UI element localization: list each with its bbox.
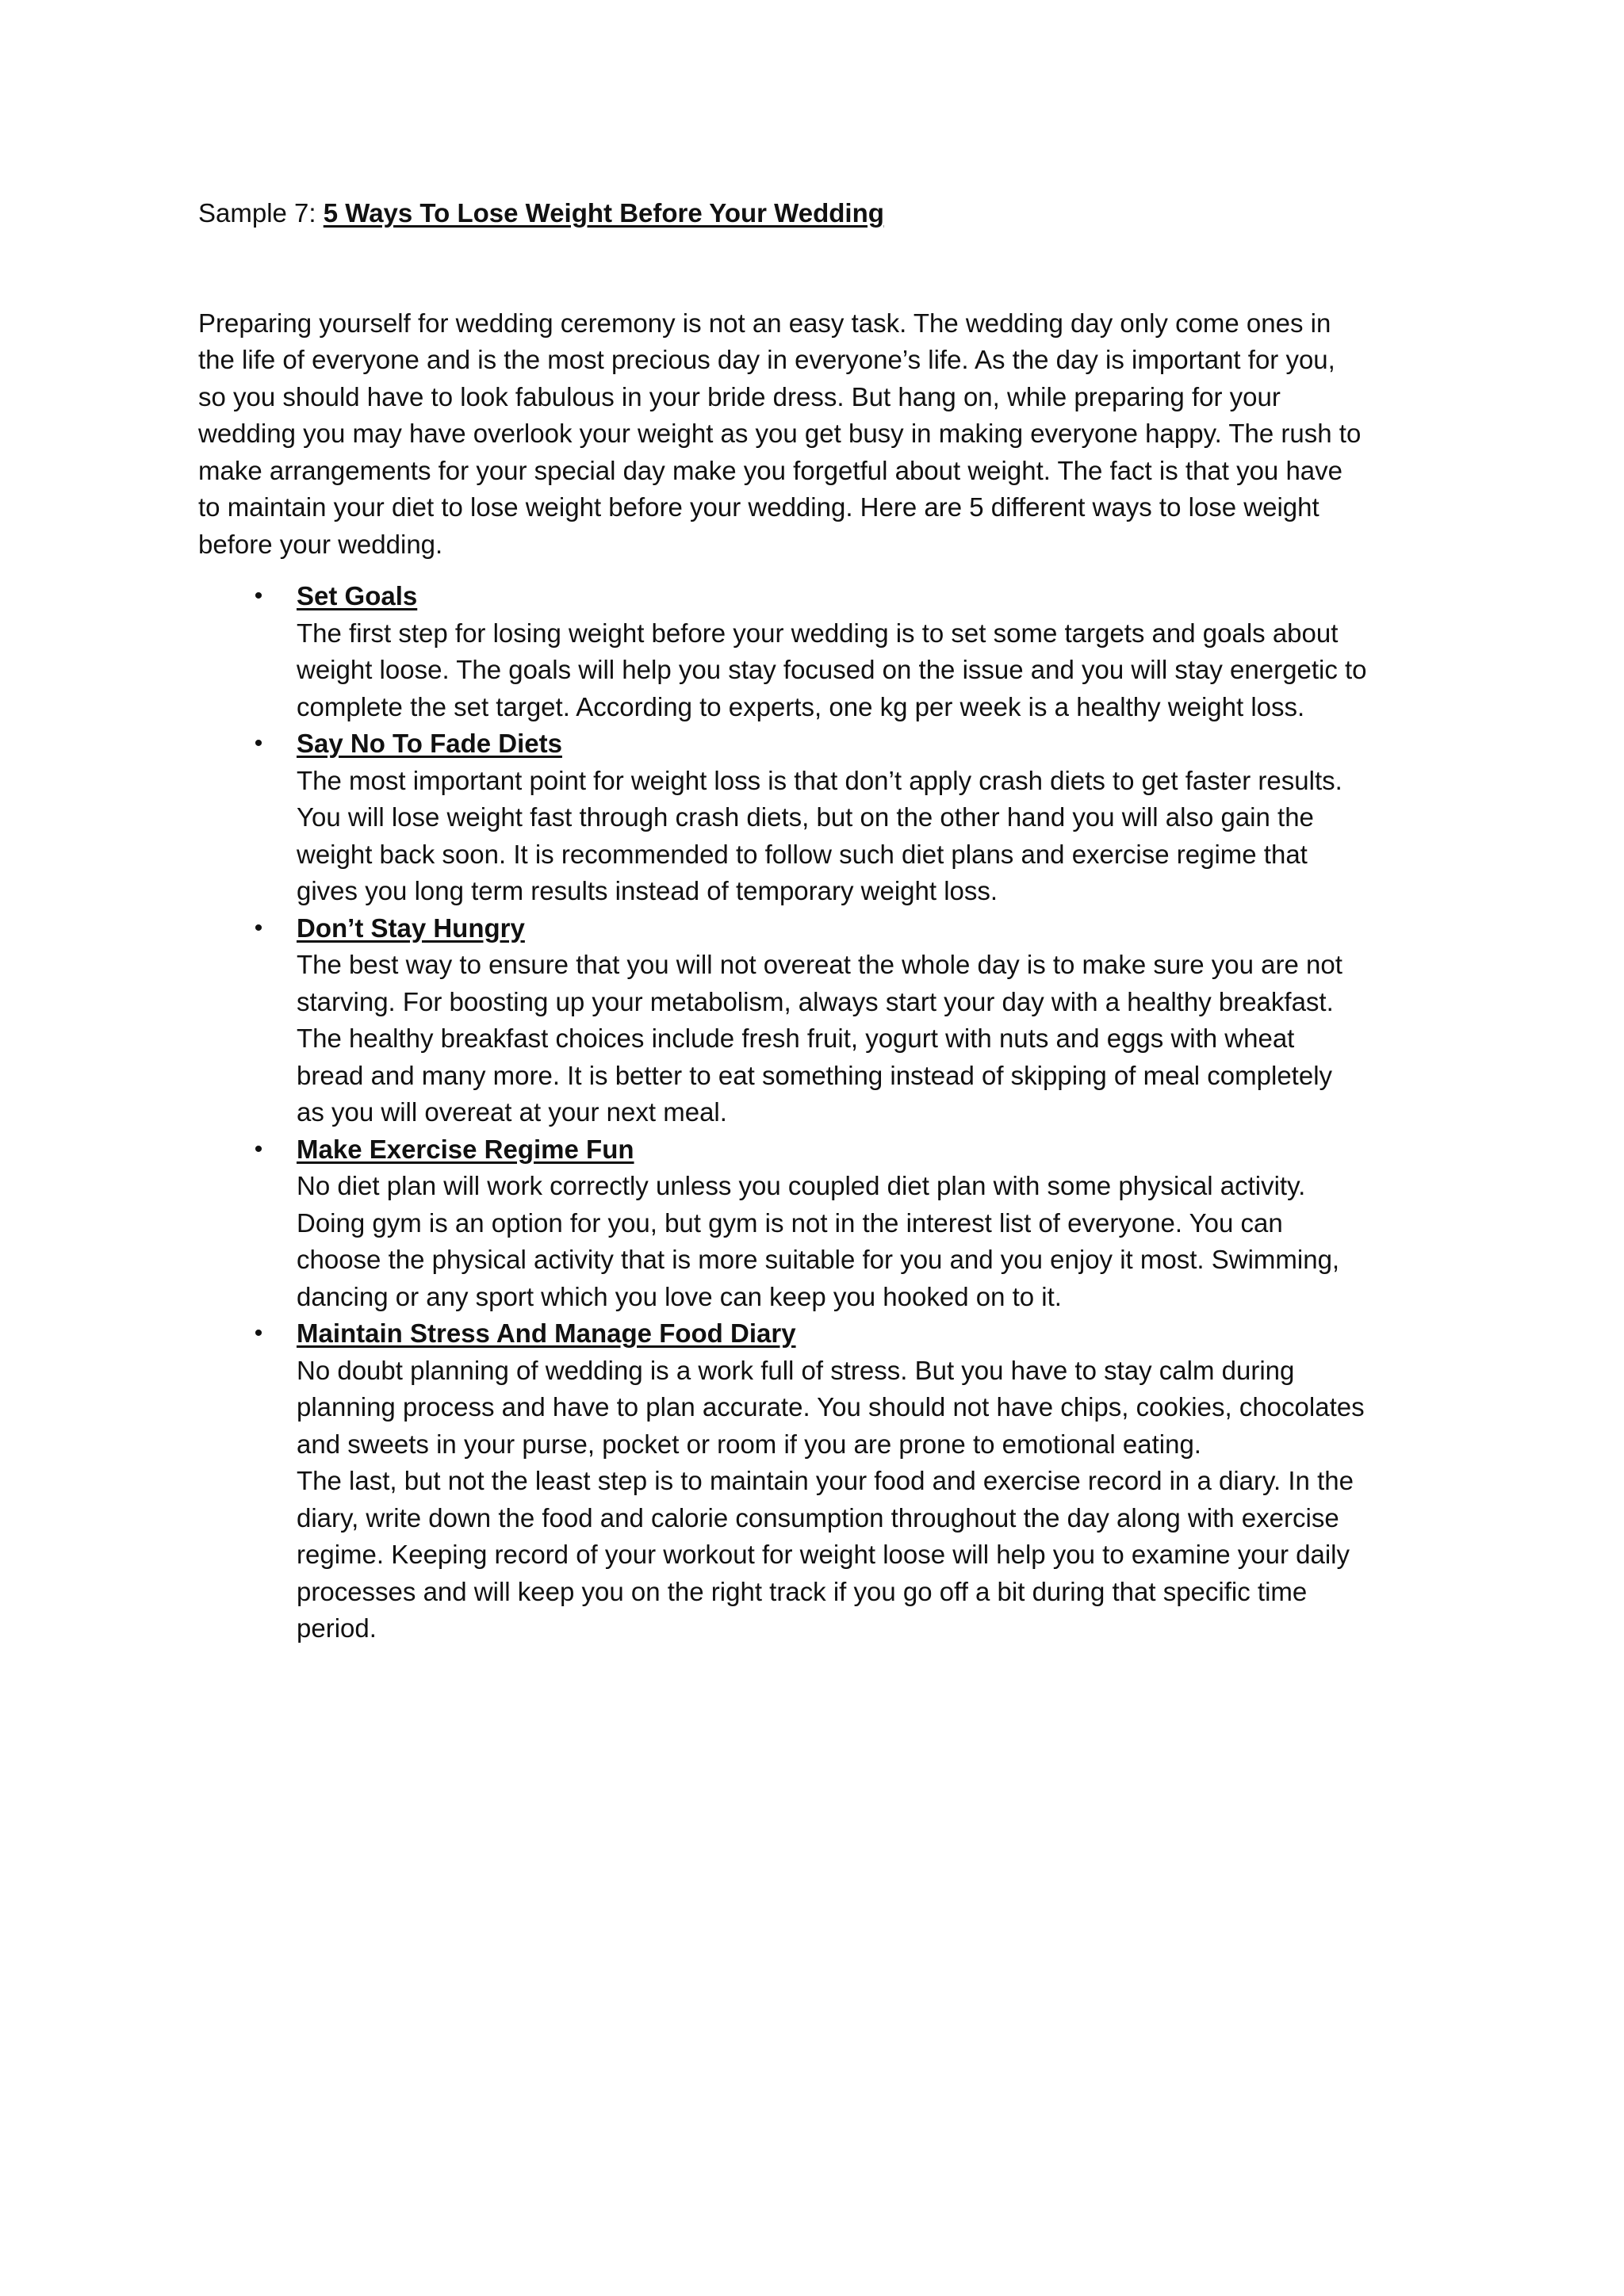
item-line: choose the physical activity that is more suitable for you and you enjoy it most. Swimming, <box>297 1245 1340 1274</box>
intro-line: to maintain your diet to lose weight before your wedding. Here are 5 different ways to lose weight <box>198 492 1320 522</box>
bullet-icon: • <box>254 583 263 609</box>
item-heading: Maintain Stress And Manage Food Diary <box>297 1318 796 1348</box>
bullet-icon: • <box>254 730 263 756</box>
item-heading: Say No To Fade Diets <box>297 729 562 758</box>
list-item-fade-diets <box>198 725 1435 910</box>
item-line: planning process and have to plan accurate. You should not have chips, cookies, chocolates <box>297 1392 1365 1422</box>
item-line: The most important point for weight loss is that don’t apply crash diets to get faster results. <box>297 765 1342 795</box>
bullet-icon: • <box>254 1320 263 1346</box>
intro-line: wedding you may have overlook your weight as you get busy in making everyone happy. The rush to <box>198 419 1362 448</box>
intro-line: Preparing yourself for wedding ceremony is not an easy task. The wedding day only come ones in <box>198 308 1331 338</box>
list-item-exercise-regime <box>198 1131 1435 1316</box>
item-line: starving. For boosting up your metabolism, always start your day with a healthy breakfast. <box>297 986 1334 1016</box>
item-line: dancing or any sport which you love can keep you hooked on to it. <box>297 1281 1062 1311</box>
list-item-food-diary <box>198 1315 1435 1647</box>
bullet-icon: • <box>254 914 263 941</box>
intro-line: before your wedding. <box>198 529 443 559</box>
item-line: and sweets in your purse, pocket or room if you are prone to emotional eating. <box>297 1429 1201 1459</box>
intro-line: the life of everyone and is the most precious day in everyone’s life. As the day is important for you, <box>198 345 1335 374</box>
item-line: as you will overeat at your next meal. <box>297 1097 727 1127</box>
intro-paragraph <box>198 305 1435 564</box>
item-line: period. <box>297 1613 377 1643</box>
item-heading: Don’t Stay Hungry <box>297 913 525 943</box>
item-line: No doubt planning of wedding is a work full of stress. But you have to stay calm during <box>297 1355 1295 1385</box>
intro-line: make arrangements for your special day make you forgetful about weight. The fact is that you have <box>198 455 1343 485</box>
list-item-set-goals <box>198 578 1435 725</box>
item-line: gives you long term results instead of temporary weight loss. <box>297 876 998 905</box>
item-line: weight loose. The goals will help you stay focused on the issue and you will stay energetic to <box>297 655 1367 684</box>
item-line: The healthy breakfast choices include fresh fruit, yogurt with nuts and eggs with wheat <box>297 1024 1295 1053</box>
item-line: Doing gym is an option for you, but gym is not in the interest list of everyone. You can <box>297 1207 1283 1238</box>
item-line: regime. Keeping record of your workout for weight loose will help you to examine your daily <box>297 1540 1350 1569</box>
list-item-dont-stay-hungry <box>198 910 1435 1131</box>
intro-line: so you should have to look fabulous in your bride dress. But hang on, while preparing for your <box>198 381 1281 411</box>
item-line: The last, but not the least step is to maintain your food and exercise record in a diary. In the <box>297 1466 1354 1495</box>
document-title: 5 Ways To Lose Weight Before Your Wedding <box>323 198 884 228</box>
item-heading: Make Exercise Regime Fun <box>297 1134 634 1164</box>
title-prefix: Sample 7: <box>198 198 324 228</box>
item-line: complete the set target. According to experts, one kg per week is a healthy weight loss. <box>297 691 1305 721</box>
bullet-icon: • <box>254 1135 263 1162</box>
document-page <box>198 195 1435 1647</box>
tips-list <box>198 578 1435 1647</box>
item-line: You will lose weight fast through crash diets, but on the other hand you will also gain the <box>297 802 1314 832</box>
item-line: The first step for losing weight before your wedding is to set some targets and goals about <box>297 618 1339 648</box>
item-heading: Set Goals <box>297 581 418 610</box>
item-line: The best way to ensure that you will not overeat the whole day is to make sure you are not <box>297 950 1342 979</box>
item-line: weight back soon. It is recommended to follow such diet plans and exercise regime that <box>297 839 1308 869</box>
item-line: No diet plan will work correctly unless you coupled diet plan with some physical activity. <box>297 1171 1306 1200</box>
item-line: diary, write down the food and calorie consumption throughout the day along with exercise <box>297 1502 1339 1533</box>
item-line: bread and many more. It is better to eat something instead of skipping of meal completely <box>297 1060 1333 1090</box>
title-line <box>198 195 1435 232</box>
item-line: processes and will keep you on the right track if you go off a bit during that specific time <box>297 1576 1308 1606</box>
